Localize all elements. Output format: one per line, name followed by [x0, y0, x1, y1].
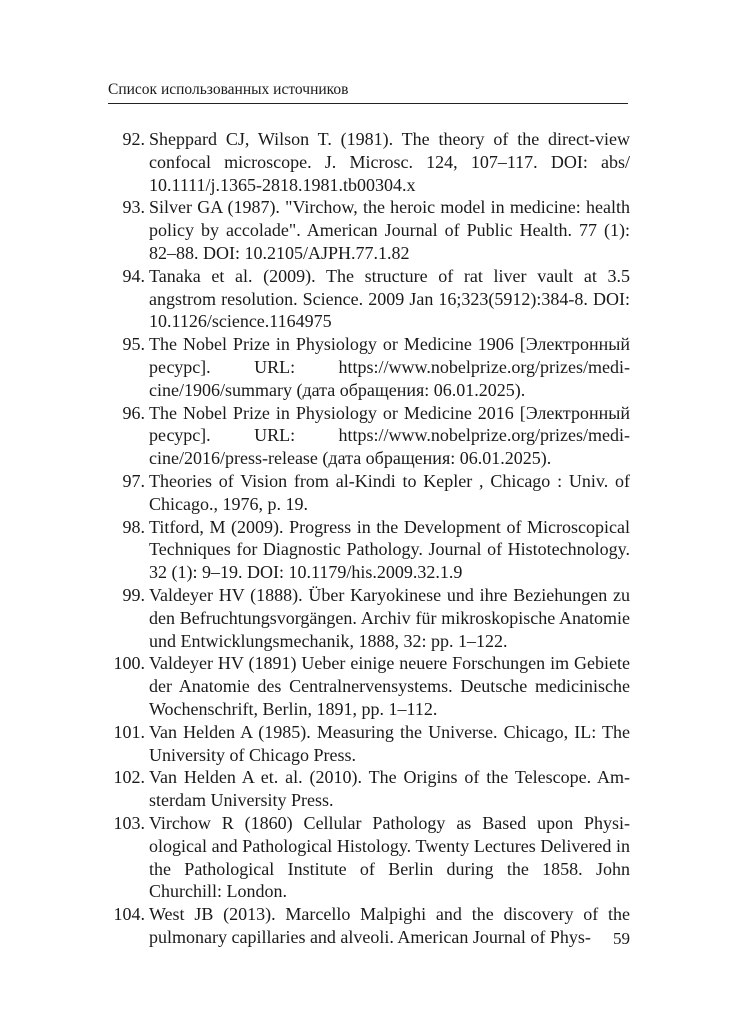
reference-item	[108, 196, 630, 264]
reference-text: Virchow R (1860) Cellular Pathology as Based upon Physiological and Pathological Histology. Twenty Lectures Delivered in the Pathological Institute of Berlin during the 1858. John Churchill: London.	[149, 812, 630, 902]
reference-text: Valdeyer HV (1891) Ueber einige neuere Forschungen im Gebiete der Anatomie des Centralnervensystems. Deutsche medicinische Wochenschrift, Berlin, 1891, pp. 1–112.	[149, 653, 630, 719]
reference-text: The Nobel Prize in Physiology or Medicine 1906 [Электронный ресурс]. URL: https://www.nobelprize.org/prizes/medicine/1906/summary (дата обращения: 06.01.2025).	[149, 334, 630, 400]
reference-item	[108, 812, 630, 903]
reference-text: West JB (2013). Marcello Malpighi and the discovery of the pulmonary capillaries and alveoli. American Journal of Phys-	[149, 904, 630, 947]
reference-number: 94.	[122, 265, 145, 286]
reference-text: Silver GA (1987). "Virchow, the heroic model in medicine: health policy by accolade". American Journal of Public Health. 77 (1): 82–88. DOI: 10.2105/AJPH.77.1.82	[149, 197, 630, 263]
reference-text: Van Helden A (1985). Measuring the Universe. Chicago, IL: The University of Chicago Press.	[149, 721, 630, 765]
reference-text: Van Helden A et. al. (2010). The Origins of the Telescope. Amsterdam University Press.	[149, 767, 630, 811]
reference-number: 100.	[113, 653, 145, 674]
reference-text: Sheppard CJ, Wilson T. (1981). The theory of the direct-view confocal microscope. J. Microsc. 124, 107–117. DOI: abs/ 10.1111/j.1365-2818.1981.tb00304.x	[149, 129, 630, 195]
reference-item	[108, 333, 630, 401]
reference-list	[108, 128, 630, 949]
reference-number: 102.	[113, 767, 145, 788]
reference-item	[108, 128, 630, 196]
reference-item	[108, 903, 630, 949]
reference-item	[108, 652, 630, 720]
running-head-title: Список использованных источников	[108, 80, 628, 104]
reference-number: 97.	[122, 470, 145, 491]
reference-number: 92.	[122, 129, 145, 149]
reference-item	[108, 766, 630, 812]
reference-text: Tanaka et al. (2009). The structure of rat liver vault at 3.5 angstrom resolution. Science. 2009 Jan 16;323(5912):384-8. DOI: 10.1126/science.1164975	[149, 265, 630, 332]
reference-text: Valdeyer HV (1888). Über Karyokinese und ihre Beziehungen zu den Befruchtungsvorgängen. Archiv für mikroskopische Anatomie und Entwicklungsmechanik, 1888, 32: pp. 1–122.	[149, 584, 630, 651]
reference-item	[108, 402, 630, 470]
reference-item	[108, 721, 630, 767]
reference-number: 93.	[122, 197, 145, 218]
reference-number: 103.	[113, 812, 145, 833]
reference-number: 104.	[113, 904, 145, 925]
reference-number: 96.	[122, 402, 145, 423]
reference-number: 98.	[122, 516, 145, 537]
page-number: 59	[613, 929, 630, 948]
reference-item	[108, 470, 630, 516]
reference-text: Theories of Vision from al-Kindi to Kepler , Chicago : Univ. of Chicago., 1976, p. 19.	[149, 470, 630, 514]
reference-text: Titford, M (2009). Progress in the Development of Microscopical Techniques for Diagnostic Pathology. Journal of Histotechnology. 32 (1): 9–19. DOI: 10.1179/his.2009.32.1.9	[149, 516, 630, 583]
reference-number: 99.	[122, 584, 145, 605]
reference-text: The Nobel Prize in Physiology or Medicine 2016 [Электронный ресурс]. URL: https://www.nobelprize.org/prizes/medicine/2016/press-release (дата обращения: 06.01.2025).	[149, 402, 630, 469]
reference-number: 95.	[122, 334, 145, 355]
reference-item	[108, 265, 630, 333]
reference-item	[108, 516, 630, 584]
reference-item	[108, 584, 630, 652]
reference-number: 101.	[113, 721, 145, 742]
